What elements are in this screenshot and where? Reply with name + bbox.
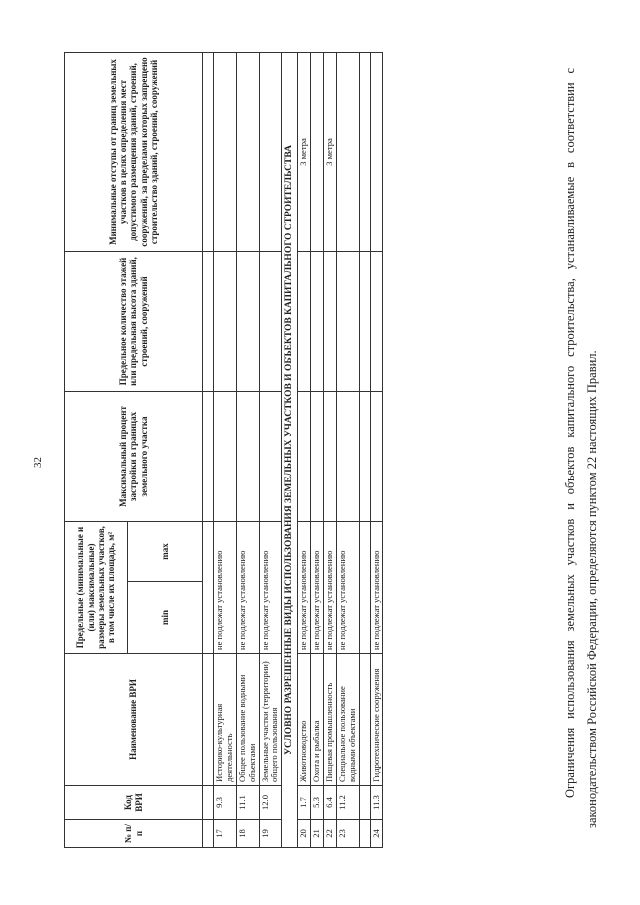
row-name: Общее пользование водными объектами: [236, 654, 259, 786]
row-setback: 3 метра: [323, 52, 336, 251]
row-num: 21: [311, 820, 324, 848]
header-percent: Максимальный процент застройки в границах земельного участка: [65, 391, 203, 521]
table-row: [214, 52, 237, 847]
table-row: [323, 52, 336, 847]
section-row: [282, 52, 298, 847]
row-size: не подлежат установлению: [311, 521, 324, 653]
table-row: [311, 52, 324, 847]
row-num: 18: [236, 820, 259, 848]
section-title: УСЛОВНО РАЗРЕШЕННЫЕ ВИДЫ ИСПОЛЬЗОВАНИЯ ЗЕМЕЛЬНЫХ УЧАСТКОВ И ОБЪЕКТОВ КАПИТАЛЬНОГО СТРОИТЕЛЬСТВА: [282, 52, 298, 847]
row-size: не подлежат установлению: [298, 521, 311, 653]
table-row: [203, 52, 214, 847]
row-setback: [259, 52, 282, 251]
row-name: Пищевая промышленность: [323, 654, 336, 786]
rotated-page: [24, 28, 624, 868]
table-row: [359, 52, 370, 847]
row-code: 12.0: [259, 786, 282, 820]
row-code: 11.2: [336, 786, 359, 820]
row-size: не подлежат установлению: [370, 521, 383, 653]
table-row: [236, 52, 259, 847]
regulations-table: [64, 52, 383, 848]
row-setback: [370, 52, 383, 251]
row-num: 24: [370, 820, 383, 848]
row-num: 17: [214, 820, 237, 848]
row-setback: [336, 52, 359, 251]
footnote-text: Ограничения использования земельных участков и объектов капитального строительства, устанавливаемые в соответствии с законодательством Российской Федерации, определяются пунктом 22 настоящих Правил.: [563, 68, 599, 828]
row-size: не подлежат установлению: [236, 521, 259, 653]
row-name: Животноводство: [298, 654, 311, 786]
page-number: 32: [32, 457, 44, 468]
header-name: Наименование ВРИ: [65, 654, 203, 786]
row-num: 23: [336, 820, 359, 848]
header-setback: Минимальные отступы от границ земельных участков в целях определения мест допустимого размещения зданий, строений, сооружений, за пределами которых запрещено строительство зданий, строений, сооружений: [65, 52, 203, 251]
row-setback: [311, 52, 324, 251]
table-row: [298, 52, 311, 847]
header-num: № п/п: [65, 820, 203, 848]
row-size: не подлежат установлению: [336, 521, 359, 653]
row-code: 11.1: [236, 786, 259, 820]
row-num: 19: [259, 820, 282, 848]
table-row: [370, 52, 383, 847]
header-floors: Предельное количество этажей или предельная высота зданий, строений, сооружений: [65, 251, 203, 391]
row-code: 9.3: [214, 786, 237, 820]
row-size: не подлежат установлению: [323, 521, 336, 653]
header-min: min: [128, 582, 203, 654]
row-code: 11.3: [370, 786, 383, 820]
header-code: Код ВРИ: [65, 786, 203, 820]
row-name: Охота и рыбалка: [311, 654, 324, 786]
row-name: Гидротехнические сооружения: [370, 654, 383, 786]
row-name: Земельные участки (территории) общего пользования: [259, 654, 282, 786]
row-name: Историко-культурная деятельность: [214, 654, 237, 786]
row-num: 20: [298, 820, 311, 848]
row-code: 1.7: [298, 786, 311, 820]
row-setback: [236, 52, 259, 251]
row-name: Специальное пользование водными объектами: [336, 654, 359, 786]
row-size: не подлежат установлению: [214, 521, 237, 653]
row-setback: [214, 52, 237, 251]
table-row: [336, 52, 359, 847]
row-code: 5.3: [311, 786, 324, 820]
row-num: 22: [323, 820, 336, 848]
footnote: [559, 68, 603, 828]
header-size: Предельные (минимальные и (или) максимальные) размеры земельных участков, в том числе их площадь, м²: [65, 521, 128, 653]
row-size: не подлежат установлению: [259, 521, 282, 653]
row-code: 6.4: [323, 786, 336, 820]
header-max: max: [128, 521, 203, 581]
row-setback: 3 метра: [298, 52, 311, 251]
table-row: [259, 52, 282, 847]
